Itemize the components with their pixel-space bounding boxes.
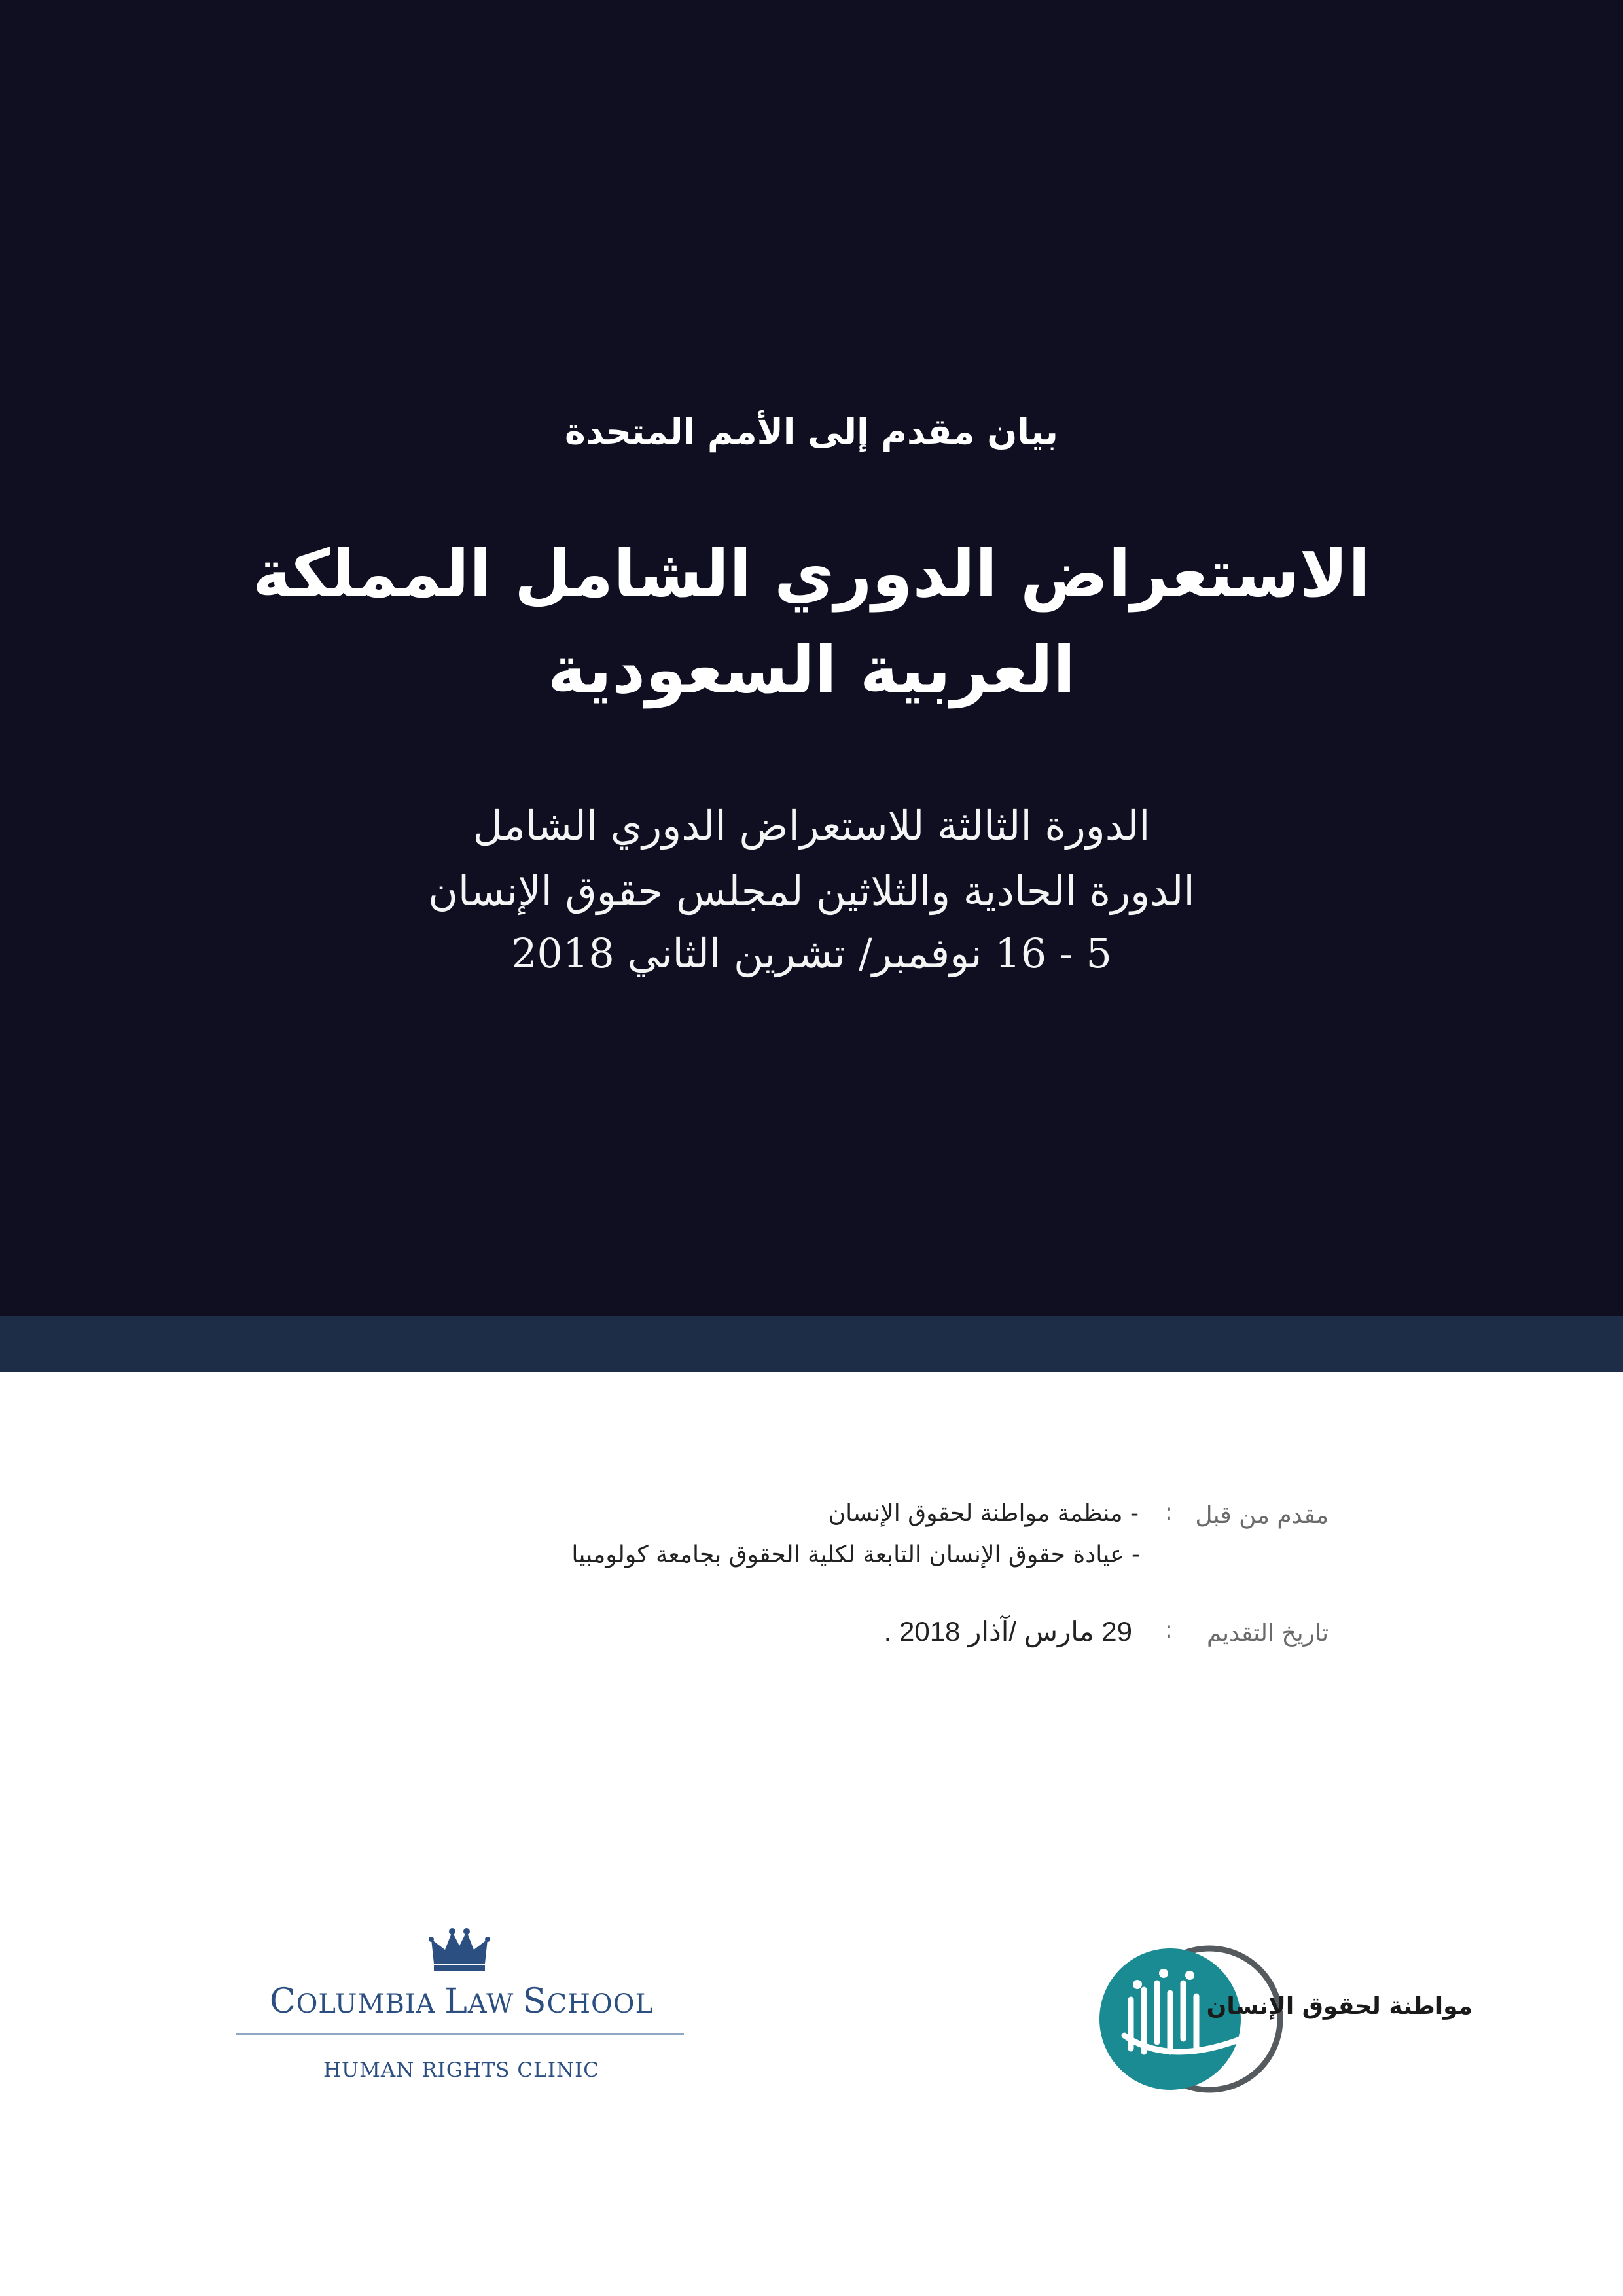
submitted-by-separator: :: [1164, 1499, 1173, 1526]
submitter-1: - منظمة مواطنة لحقوق الإنسان: [828, 1500, 1139, 1527]
session-line-3: 5 - 16 نوفمبر/ تشرين الثاني 2018: [511, 929, 1112, 977]
submitted-by-label: مقدم من قبل: [1195, 1502, 1329, 1529]
columbia-divider: [236, 2033, 684, 2035]
columbia-law-school-name: COLUMBIA LAW SCHOOL: [269, 1982, 654, 2021]
citizen-logo-text: مواطنة لحقوق الإنسان: [1206, 1993, 1472, 2020]
date-value: 29 مارس /آذار 2018 .: [883, 1616, 1132, 1647]
session-line-1: الدورة الثالثة للاستعراض الدوري الشامل: [473, 802, 1150, 850]
cover-title-line-1: الاستعراض الدوري الشامل المملكة: [252, 535, 1371, 612]
cover-band: [0, 1316, 1623, 1372]
crown-icon: [429, 1928, 491, 1973]
cover-subtitle: بيان مقدم إلى الأمم المتحدة: [565, 411, 1058, 452]
date-separator: :: [1164, 1617, 1173, 1643]
columbia-clinic-name: HUMAN RIGHTS CLINIC: [323, 2058, 600, 2082]
date-label: تاريخ التقديم: [1207, 1620, 1329, 1647]
submitter-2: - عيادة حقوق الإنسان التابعة لكلية الحقوق بجامعة كولومبيا: [571, 1541, 1140, 1568]
cover-title-line-2: العربية السعودية: [547, 632, 1076, 708]
session-line-2: الدورة الحادية والثلاثين لمجلس حقوق الإنسان: [428, 867, 1195, 915]
